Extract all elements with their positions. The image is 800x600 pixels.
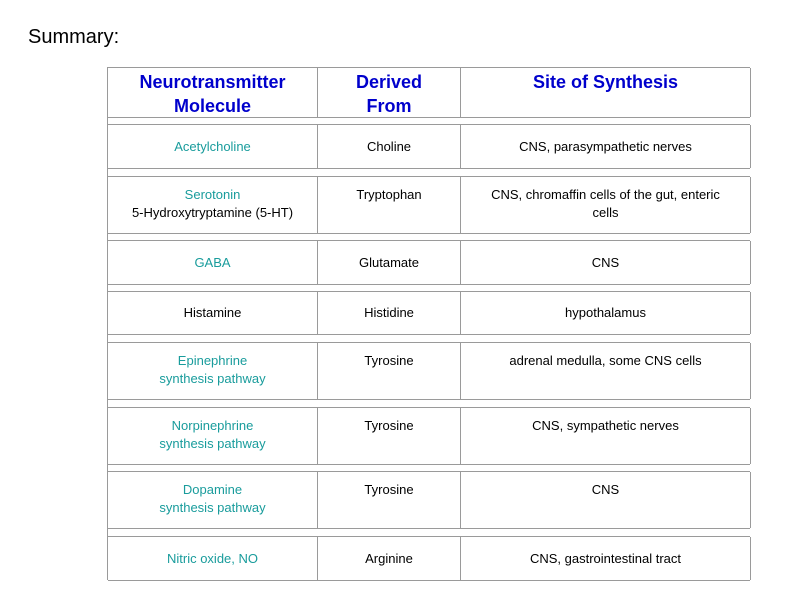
pathway-link[interactable]: synthesis pathway xyxy=(159,371,266,386)
site-cell xyxy=(461,408,751,464)
molecule-cell xyxy=(108,241,318,284)
site-cell xyxy=(461,125,751,168)
table-header-row xyxy=(108,68,750,118)
site-text: CNS xyxy=(591,254,620,270)
header-derived-line-2: From xyxy=(366,96,412,116)
molecule-cell xyxy=(108,125,318,168)
table-row xyxy=(108,292,750,335)
site-cell xyxy=(461,343,751,399)
molecule-cell xyxy=(108,408,318,464)
row-separator xyxy=(108,529,750,537)
molecule-cell xyxy=(108,537,318,580)
table-row xyxy=(108,408,750,465)
derived-cell: Tyrosine xyxy=(318,408,461,464)
table-row xyxy=(108,537,750,581)
derived-cell: Tyrosine xyxy=(318,472,461,528)
header-site-line-1: Site of Synthesis xyxy=(532,72,679,92)
molecule-link[interactable]: Epinephrine xyxy=(177,353,248,368)
row-separator xyxy=(108,335,750,343)
derived-cell: Glutamate xyxy=(318,241,461,284)
molecule-cell xyxy=(108,177,318,233)
row-separator xyxy=(108,285,750,292)
site-cell xyxy=(461,177,751,233)
header-molecule-line-2: Molecule xyxy=(173,96,252,116)
derived-cell: Tryptophan xyxy=(318,177,461,233)
table-row xyxy=(108,343,750,400)
summary-heading: Summary: xyxy=(28,26,120,48)
row-separator xyxy=(108,234,750,241)
table-row xyxy=(108,125,750,169)
molecule-cell xyxy=(108,343,318,399)
site-text: CNS, sympathetic nerves xyxy=(532,418,679,433)
site-text: CNS, parasympathetic nerves xyxy=(519,138,692,154)
site-text: adrenal medulla, some CNS cells xyxy=(509,353,702,368)
derived-cell: Choline xyxy=(318,125,461,168)
row-separator xyxy=(108,169,750,177)
site-text: CNS, gastrointestinal tract xyxy=(529,550,681,566)
site-text: hypothalamus xyxy=(565,305,646,320)
row-separator xyxy=(108,400,750,408)
row-separator xyxy=(108,118,750,125)
derived-cell: Tyrosine xyxy=(318,343,461,399)
molecule-link[interactable]: GABA xyxy=(194,254,231,270)
molecule-subtitle: 5-Hydroxytryptamine (5-HT) xyxy=(131,205,294,220)
molecule-link[interactable]: Nitric oxide, NO xyxy=(166,550,259,566)
molecule-link[interactable]: Norpinephrine xyxy=(171,418,254,433)
molecule-link[interactable]: Acetylcholine xyxy=(174,138,251,154)
molecule-cell xyxy=(108,292,318,334)
header-site-of-synthesis xyxy=(461,68,751,117)
derived-cell: Arginine xyxy=(318,537,461,580)
table-row xyxy=(108,177,750,234)
site-cell xyxy=(461,241,751,284)
molecule-link[interactable]: Dopamine xyxy=(182,482,243,497)
pathway-link[interactable]: synthesis pathway xyxy=(159,436,266,451)
header-derived-from xyxy=(318,68,461,117)
molecule-text: Histamine xyxy=(183,305,242,320)
site-cell xyxy=(461,472,751,528)
row-separator xyxy=(108,465,750,472)
pathway-link[interactable]: synthesis pathway xyxy=(159,500,266,515)
site-cell xyxy=(461,292,751,334)
derived-cell: Histidine xyxy=(318,292,461,334)
header-derived-line-1: Derived xyxy=(355,72,423,92)
table-row xyxy=(108,241,750,285)
table-row xyxy=(108,472,750,529)
site-text-line-2: cells xyxy=(592,205,619,220)
molecule-cell xyxy=(108,472,318,528)
site-text-line-1: CNS, chromaffin cells of the gut, enteric xyxy=(491,187,720,202)
molecule-link[interactable]: Serotonin xyxy=(184,187,241,202)
site-text: CNS xyxy=(591,482,620,497)
header-molecule-line-1: Neurotransmitter xyxy=(139,72,286,92)
header-molecule xyxy=(108,68,318,117)
site-cell xyxy=(461,537,751,580)
neurotransmitter-table xyxy=(107,67,750,580)
